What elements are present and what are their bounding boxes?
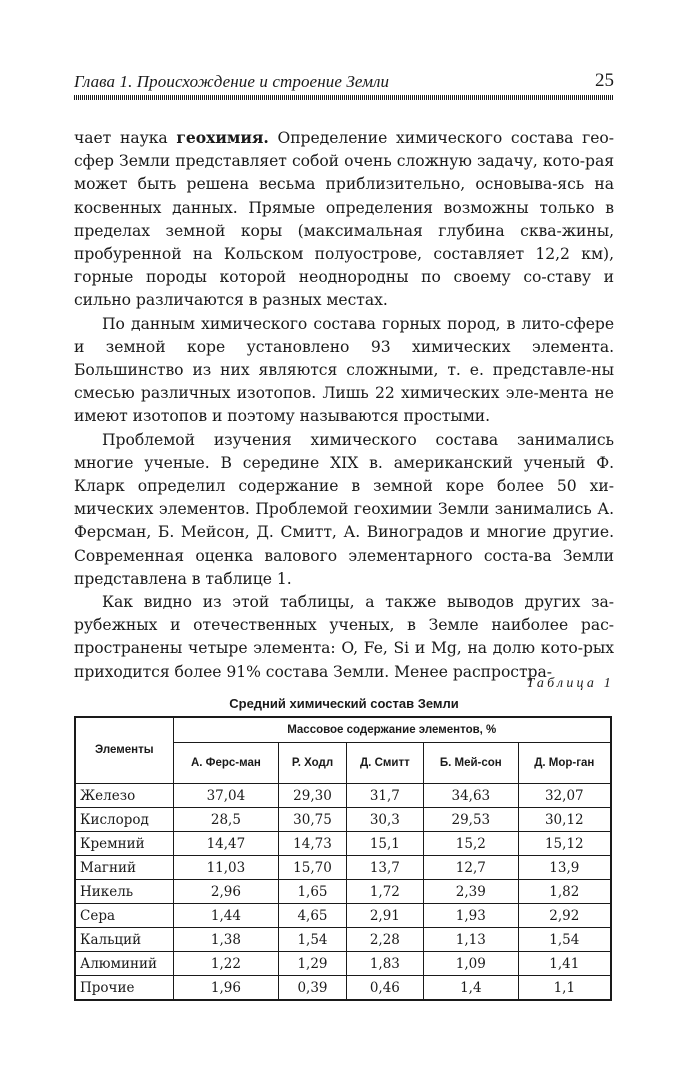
header-mass-content: Массовое содержание элементов, % xyxy=(173,717,611,743)
value-cell: 28,5 xyxy=(173,808,279,832)
value-cell: 2,39 xyxy=(424,880,519,904)
value-cell: 1,54 xyxy=(279,928,346,952)
header-meyson: Б. Мей-сон xyxy=(424,743,519,784)
term-geochemistry: геохимия. xyxy=(176,128,269,147)
paragraph-1-start: чает наука xyxy=(74,129,177,147)
value-cell: 30,12 xyxy=(518,808,611,832)
value-cell: 2,91 xyxy=(346,904,423,928)
element-name: Никель xyxy=(75,880,173,904)
value-cell: 1,72 xyxy=(346,880,423,904)
value-cell: 14,73 xyxy=(279,832,346,856)
header-fersman: А. Ферс-ман xyxy=(173,743,279,784)
table-title: Средний химический состав Земли xyxy=(229,696,459,711)
element-name: Кальций xyxy=(75,928,173,952)
value-cell: 29,53 xyxy=(424,808,519,832)
value-cell: 13,9 xyxy=(518,856,611,880)
value-cell: 29,30 xyxy=(279,784,346,808)
value-cell: 2,96 xyxy=(173,880,279,904)
value-cell: 1,09 xyxy=(424,952,519,976)
value-cell: 1,4 xyxy=(424,976,519,1001)
table-row xyxy=(75,952,611,976)
table-row xyxy=(75,928,611,952)
table-row xyxy=(75,976,611,1001)
element-name: Прочие xyxy=(75,976,173,1001)
value-cell: 1,93 xyxy=(424,904,519,928)
value-cell: 34,63 xyxy=(424,784,519,808)
table-row xyxy=(75,880,611,904)
value-cell: 1,82 xyxy=(518,880,611,904)
element-name: Кремний xyxy=(75,832,173,856)
value-cell: 12,7 xyxy=(424,856,519,880)
value-cell: 1,29 xyxy=(279,952,346,976)
page-number: 25 xyxy=(595,70,614,91)
value-cell: 0,39 xyxy=(279,976,346,1001)
value-cell: 31,7 xyxy=(346,784,423,808)
value-cell: 1,96 xyxy=(173,976,279,1001)
header-morgan: Д. Мор-ган xyxy=(518,743,611,784)
value-cell: 15,70 xyxy=(279,856,346,880)
value-cell: 11,03 xyxy=(173,856,279,880)
element-name: Алюминий xyxy=(75,952,173,976)
value-cell: 30,3 xyxy=(346,808,423,832)
paragraph-1 xyxy=(74,126,614,313)
value-cell: 1,44 xyxy=(173,904,279,928)
value-cell: 14,47 xyxy=(173,832,279,856)
paragraph-2: По данным химического состава горных пород, в лито-сфере и земной коре установлено 93 химических элемента. Большинство из них являются сложными, т. е. представле-ны смесью различных изотопов. Лишь 22 химических эле-мента не имеют изотопов и поэтому называются простыми. xyxy=(74,314,614,426)
value-cell: 30,75 xyxy=(279,808,346,832)
table-row xyxy=(75,784,611,808)
table-row xyxy=(75,904,611,928)
paragraph-1-rest: Определение химического состава гео-сфер Земли представляет собой очень сложную задачу, кото-рая может быть решена весьма приблизительно, основыва-ясь на косвенных данных. Прямые определения возможны только в пределах земной коры (максимальная глубина сква-жины, пробуренной на Кольском полуострове, составляет 12,2 км), горные породы которой неоднородны по своему со-ставу и сильно различаются в разных местах. xyxy=(74,129,614,310)
paragraph-4: Как видно из этой таблицы, а также выводов других за-рубежных и отечественных ученых, в Земле наиболее рас-пространены четыре элемента: O, Fe, Si и Mg, на долю кото-рых приходится более 91% состава Земли. Менее распростра- xyxy=(74,593,614,681)
value-cell: 2,28 xyxy=(346,928,423,952)
running-title: Глава 1. Происхождение и строение Земли xyxy=(74,72,390,91)
value-cell: 15,2 xyxy=(424,832,519,856)
table-row xyxy=(75,856,611,880)
paragraph-3: Проблемой изучения химического состава занимались многие ученые. В середине XIX в. американский ученый Ф. Кларк определил содержание в земной коре более 50 хи-мических элементов. Проблемой геохимии Земли занимались А. Ферсман, Б. Мейсон, Д. Смитт, А. Виноградов и многие другие. Современная оценка валового элементарного соста-ва Земли представлена в таблице 1. xyxy=(74,430,614,588)
table-label: Таблица 1 xyxy=(526,676,614,691)
value-cell: 32,07 xyxy=(518,784,611,808)
value-cell: 13,7 xyxy=(346,856,423,880)
value-cell: 1,41 xyxy=(518,952,611,976)
value-cell: 1,13 xyxy=(424,928,519,952)
value-cell: 1,1 xyxy=(518,976,611,1001)
value-cell: 15,1 xyxy=(346,832,423,856)
value-cell: 1,83 xyxy=(346,952,423,976)
value-cell: 1,54 xyxy=(518,928,611,952)
value-cell: 2,92 xyxy=(518,904,611,928)
value-cell: 37,04 xyxy=(173,784,279,808)
value-cell: 15,12 xyxy=(518,832,611,856)
header-hodl: Р. Ходл xyxy=(279,743,346,784)
value-cell: 1,38 xyxy=(173,928,279,952)
element-name: Сера xyxy=(75,904,173,928)
element-name: Магний xyxy=(75,856,173,880)
composition-table xyxy=(74,716,612,1001)
value-cell: 0,46 xyxy=(346,976,423,1001)
value-cell: 1,22 xyxy=(173,952,279,976)
header-rule xyxy=(74,95,614,100)
value-cell: 1,65 xyxy=(279,880,346,904)
page-header xyxy=(74,68,614,108)
table-row xyxy=(75,832,611,856)
table-row xyxy=(75,808,611,832)
element-name: Кислород xyxy=(75,808,173,832)
header-elements: Элементы xyxy=(75,717,173,784)
body-text xyxy=(74,126,614,684)
element-name: Железо xyxy=(75,784,173,808)
table-caption xyxy=(74,676,614,711)
header-smitt: Д. Смитт xyxy=(346,743,423,784)
value-cell: 4,65 xyxy=(279,904,346,928)
